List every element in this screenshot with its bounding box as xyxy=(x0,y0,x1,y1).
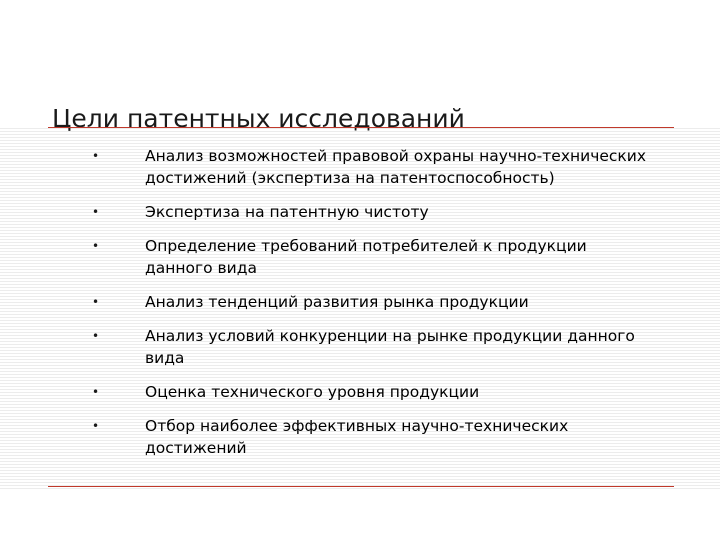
bullet-item xyxy=(0,291,720,313)
bullet-text: Определение требований потребителей к продукции данного вида xyxy=(145,237,587,277)
slide-title: Цели патентных исследований xyxy=(52,104,465,133)
bullet-text: Оценка технического уровня продукции xyxy=(145,383,480,401)
bullet-dot-icon: • xyxy=(92,295,100,309)
bullet-dot-icon: • xyxy=(92,385,100,399)
bullet-text: Экспертиза на патентную чистоту xyxy=(145,203,429,221)
bullet-dot-icon: • xyxy=(92,149,100,163)
title-divider xyxy=(48,127,674,128)
slide-footer-area xyxy=(0,489,720,540)
bullet-item xyxy=(0,325,720,369)
bullet-text: Анализ возможностей правовой охраны научно-технических достижений (экспертиза на патентоспособность) xyxy=(145,147,647,187)
bullet-item xyxy=(0,145,720,189)
bullet-item xyxy=(0,381,720,403)
footer-divider xyxy=(48,486,674,487)
bullet-dot-icon: • xyxy=(92,205,100,219)
bullet-dot-icon: • xyxy=(92,329,100,343)
bullet-text: Анализ условий конкуренции на рынке продукции данного вида xyxy=(145,327,635,367)
bullet-item xyxy=(0,415,720,459)
bullet-dot-icon: • xyxy=(92,239,100,253)
bullet-text: Анализ тенденций развития рынка продукции xyxy=(145,293,529,311)
bullet-item xyxy=(0,235,720,279)
bullet-dot-icon: • xyxy=(92,419,100,433)
bullet-list xyxy=(0,145,720,471)
bullet-item xyxy=(0,201,720,223)
bullet-text: Отбор наиболее эффективных научно-технических достижений xyxy=(145,417,569,457)
